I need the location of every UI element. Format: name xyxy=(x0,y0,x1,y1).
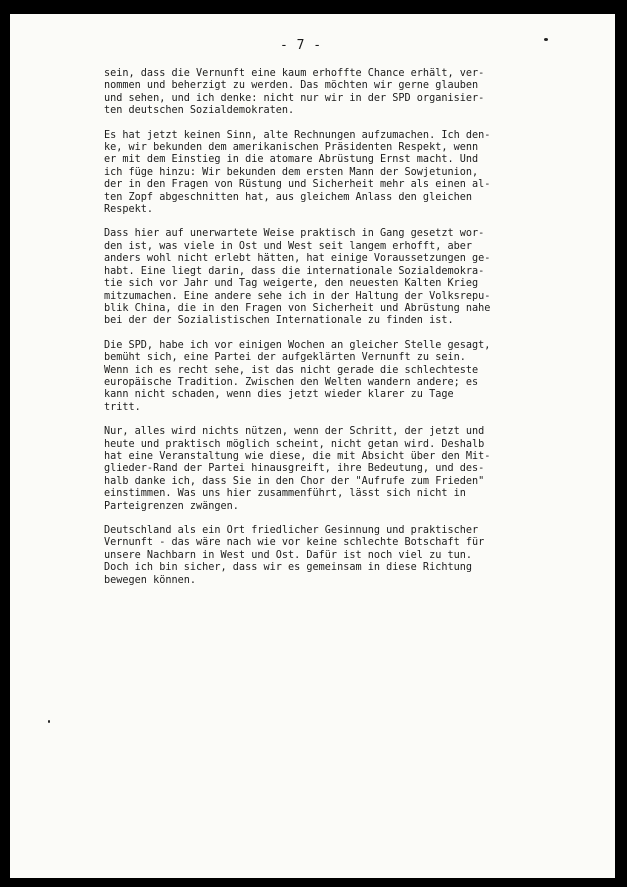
paragraph-6 xyxy=(104,525,574,587)
text-line: halb danke ich, dass Sie in den Chor der "Aufrufe zum Frieden" xyxy=(104,475,485,487)
text-line: unsere Nachbarn in West und Ost. Dafür ist noch viel zu tun. xyxy=(104,549,473,561)
text-line: Respekt. xyxy=(104,204,154,216)
text-line: anders wohl nicht erlebt hätten, hat einige Voraussetzungen ge- xyxy=(104,253,491,265)
text-line: Parteigrenzen zwängen. xyxy=(104,500,239,512)
text-line: tritt. xyxy=(104,401,141,413)
text-line: Dass hier auf unerwartete Weise praktisch in Gang gesetzt wor- xyxy=(104,228,485,240)
text-line: blik China, die in den Fragen von Sicherheit und Abrüstung nahe xyxy=(104,302,491,314)
text-line: Deutschland als ein Ort friedlicher Gesinnung und praktischer xyxy=(104,525,479,536)
paragraph-2 xyxy=(104,130,574,217)
text-line: Wenn ich es recht sehe, ist das nicht gerade die schlechteste xyxy=(104,364,479,376)
text-line: nommen und beherzigt zu werden. Das möchten wir gerne glauben xyxy=(104,80,479,92)
text-line: Die SPD, habe ich vor einigen Wochen an gleicher Stelle gesagt, xyxy=(104,339,491,351)
text-line: bei der der Sozialistischen Internationale zu finden ist. xyxy=(104,315,454,327)
paragraph-3 xyxy=(104,228,574,327)
text-line: bemüht sich, eine Partei der aufgeklärten Vernunft zu sein. xyxy=(104,352,466,364)
paragraph-1 xyxy=(104,68,574,118)
text-line: heute und praktisch möglich scheint, nicht getan wird. Deshalb xyxy=(104,438,485,450)
text-line: tie sich vor Jahr und Tag weigerte, den neuesten Kalten Krieg xyxy=(104,278,479,290)
text-line: mitzumachen. Eine andere sehe ich in der Haltung der Volksrepu- xyxy=(104,290,491,302)
text-line: der in den Fragen von Rüstung und Sicherheit mehr als einen al- xyxy=(104,179,491,191)
text-line: einstimmen. Was uns hier zusammenführt, lässt sich nicht in xyxy=(104,488,466,500)
text-line: ten Zopf abgeschnitten hat, aus gleichem Anlass den gleichen xyxy=(104,191,473,203)
text-line: sein, dass die Vernunft eine kaum erhoffte Chance erhält, ver- xyxy=(104,68,485,79)
paragraph-5 xyxy=(104,426,574,513)
text-line: kann nicht schaden, wenn dies jetzt wieder klarer zu Tage xyxy=(104,389,454,401)
text-line: glieder-Rand der Partei hinausgreift, ihre Bedeutung, und des- xyxy=(104,463,485,475)
text-line: den ist, was viele in Ost und West seit langem erhofft, aber xyxy=(104,240,473,252)
text-line: Es hat jetzt keinen Sinn, alte Rechnungen aufzumachen. Ich den- xyxy=(104,129,491,141)
text-line: ich füge hinzu: Wir bekunden dem ersten Mann der Sowjetunion, xyxy=(104,166,479,178)
text-line: Doch ich bin sicher, dass wir es gemeinsam in diese Richtung xyxy=(104,562,473,574)
text-line: bewegen können. xyxy=(104,574,197,586)
text-line: europäische Tradition. Zwischen den Welten wandern andere; es xyxy=(104,376,479,388)
text-line: hat eine Veranstaltung wie diese, die mit Absicht über den Mit- xyxy=(104,450,491,462)
text-line: ten deutschen Sozialdemokraten. xyxy=(104,105,295,117)
paragraph-4 xyxy=(104,340,574,414)
text-line: er mit dem Einstieg in die atomare Abrüstung Ernst macht. Und xyxy=(104,154,479,166)
text-line: Nur, alles wird nichts nützen, wenn der Schritt, der jetzt und xyxy=(104,426,485,438)
text-line: habt. Eine liegt darin, dass die internationale Sozialdemokra- xyxy=(104,265,485,277)
page-number: - 7 - xyxy=(280,38,322,53)
letter-body xyxy=(104,68,574,599)
text-line: und sehen, und ich denke: nicht nur wir in der SPD organisier- xyxy=(104,92,485,104)
paper-sheet xyxy=(10,14,615,878)
scan-speck xyxy=(48,720,50,723)
text-line: ke, wir bekunden dem amerikanischen Präsidenten Respekt, wenn xyxy=(104,142,479,154)
text-line: Vernunft - das wäre nach wie vor keine schlechte Botschaft für xyxy=(104,537,485,549)
scan-speck xyxy=(544,38,548,41)
